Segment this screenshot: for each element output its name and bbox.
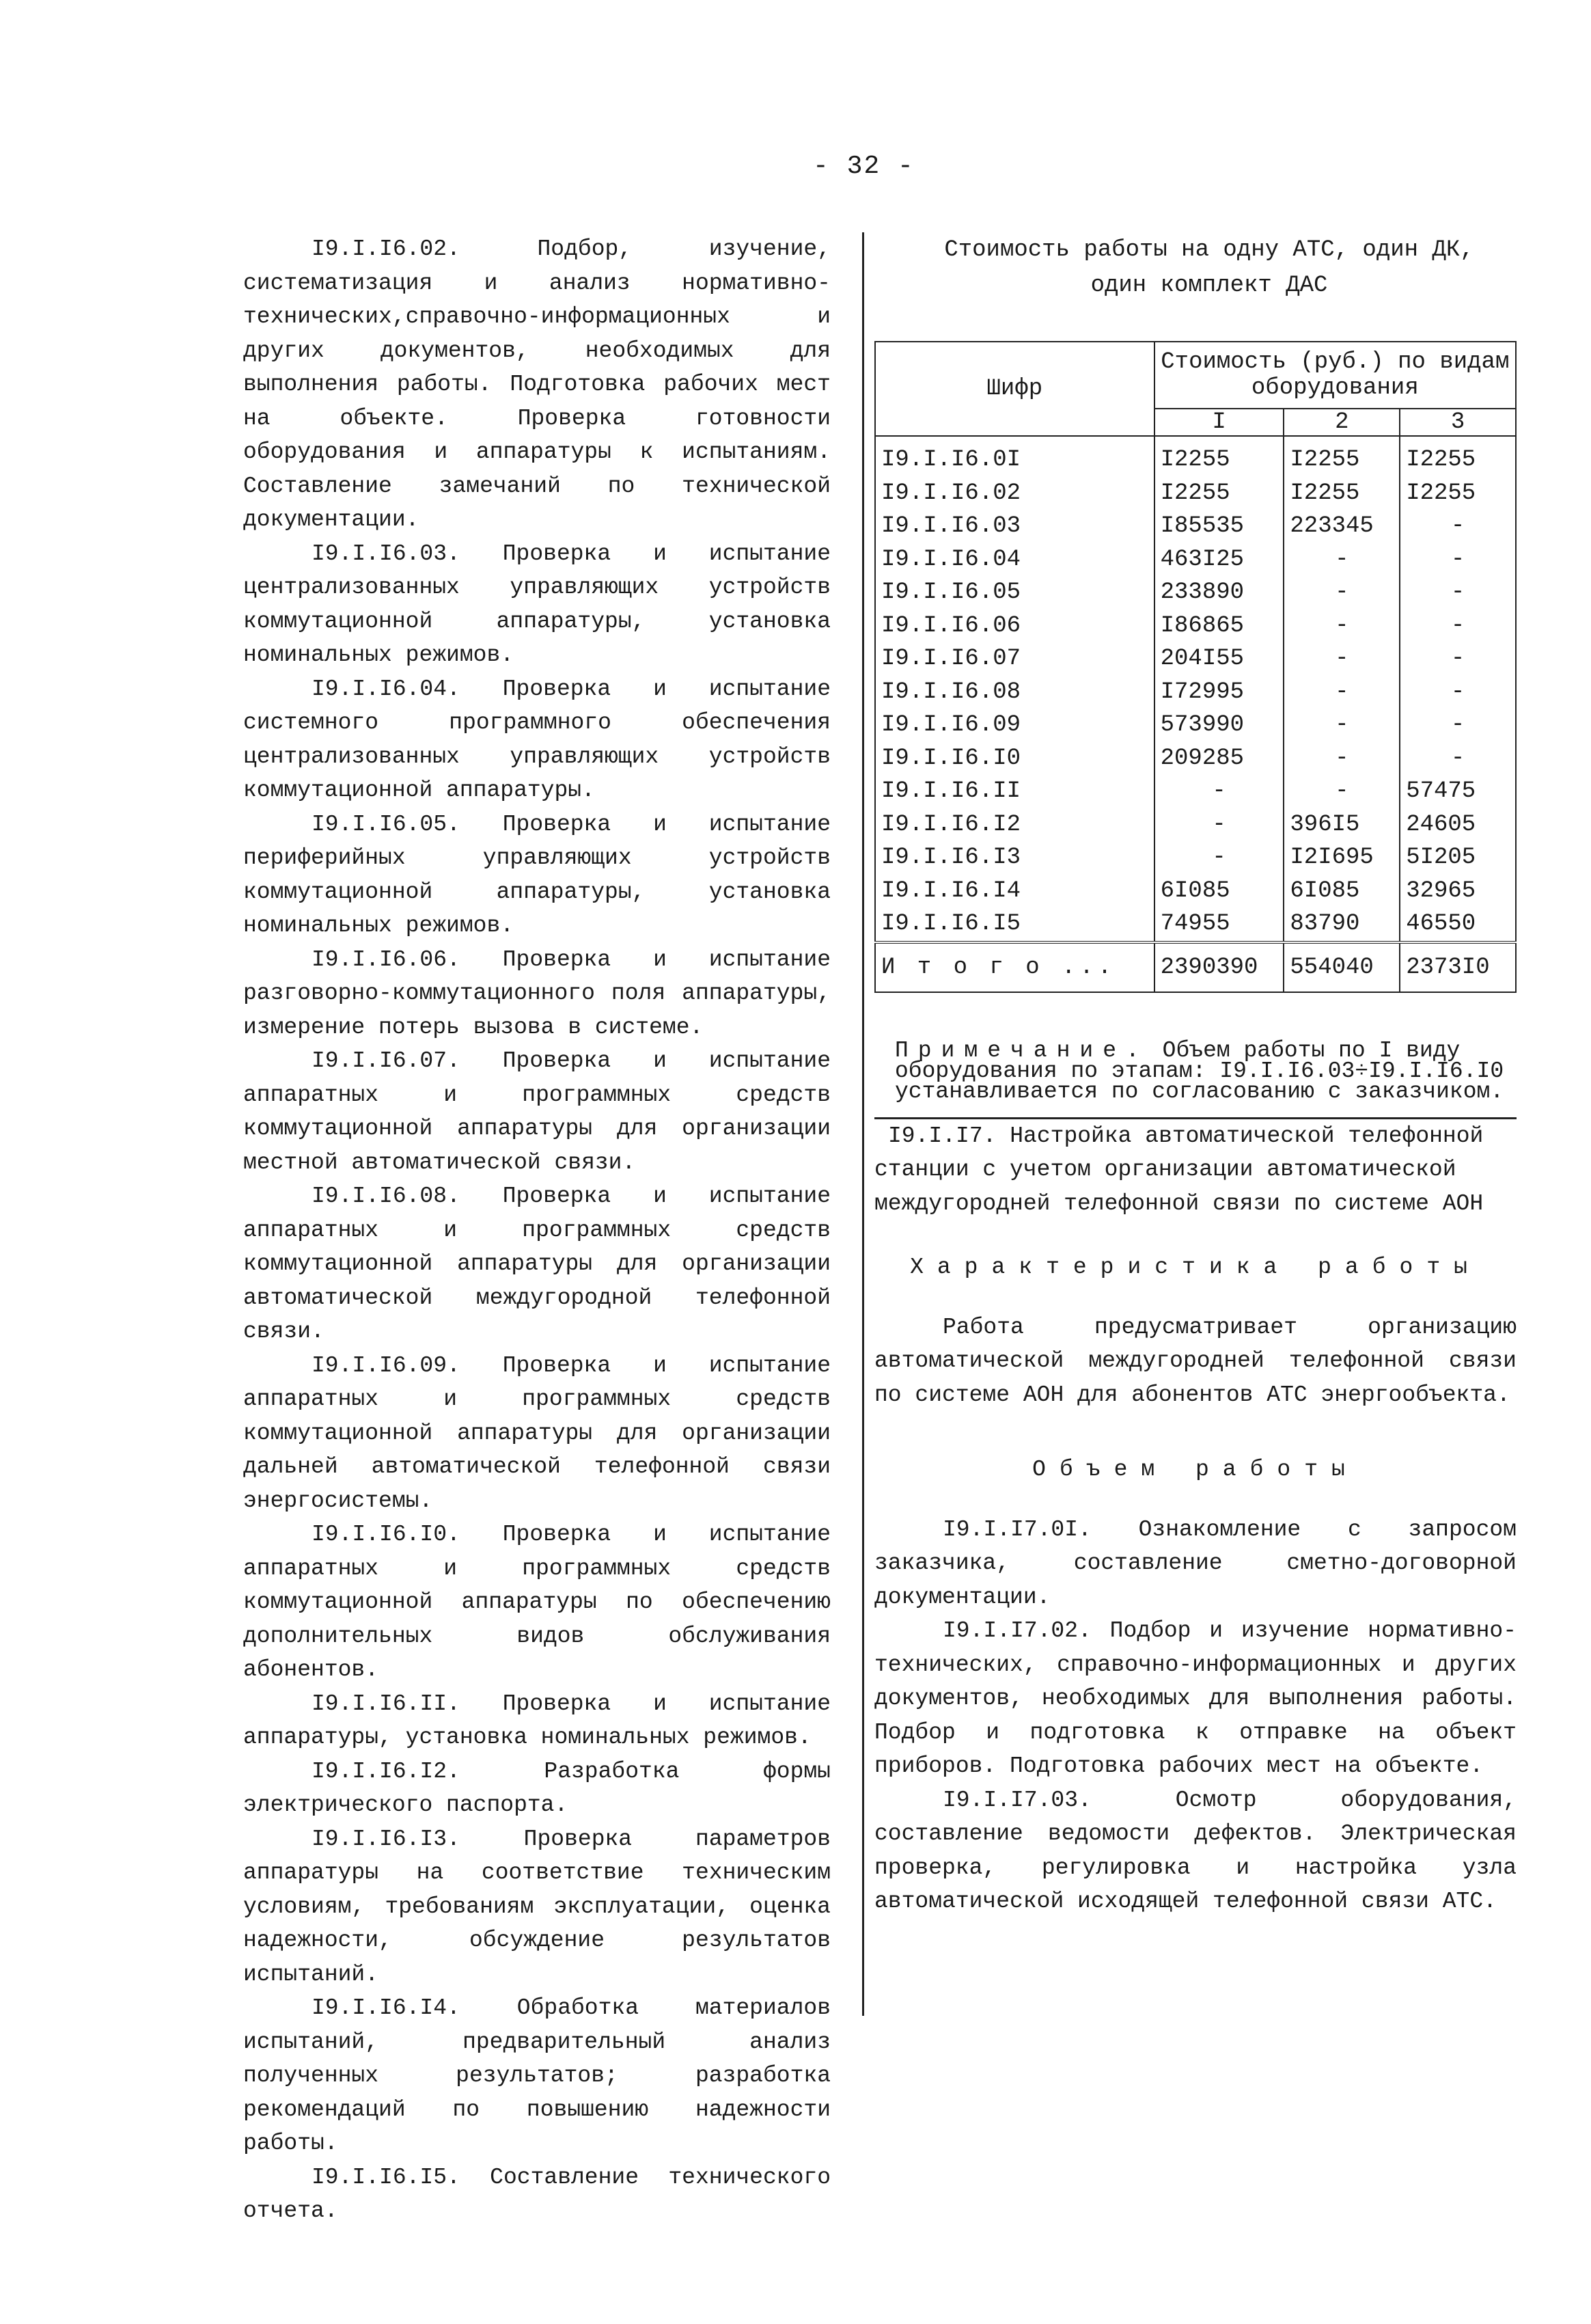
total-c2: 554040 <box>1284 942 1400 992</box>
row-cost-1: 573990 <box>1154 709 1284 742</box>
scope-item: I9.I.I7.0I. Ознакомление с запросом заказчика, составление сметно-договорной документации. <box>874 1516 1517 1610</box>
row-cost-1: 204I55 <box>1154 642 1284 676</box>
column-divider <box>862 232 864 2016</box>
row-cost-1: - <box>1154 808 1284 842</box>
scope-item: I9.I.I7.02. Подбор и изучение нормативно-технических, справочно-информационных и других документов, необходимых для выполнения работы. Подбор и подготовка к отправке на объект приборов. Подготовка рабочих мест на объекте. <box>874 1618 1517 1779</box>
row-code: I9.I.I6.02 <box>875 477 1154 510</box>
header-col-3: 3 <box>1400 409 1516 436</box>
header-col-1: I <box>1154 409 1284 436</box>
table-row <box>875 676 1516 709</box>
paragraph: I9.I.I6.I0. Проверка и испытание аппаратных и программных средств коммутационной аппаратуры по обеспечению дополнительных видов обслуживания абонентов. <box>243 1522 831 1682</box>
cost-table <box>874 341 1517 993</box>
paragraph: I9.I.I6.06. Проверка и испытание разговорно-коммутационного поля аппаратуры, измерение потерь вызова в системе. <box>243 946 831 1040</box>
row-cost-3: 32965 <box>1400 875 1516 908</box>
row-code: I9.I.I6.I3 <box>875 841 1154 875</box>
table-row <box>875 436 1516 477</box>
row-cost-3: 46550 <box>1400 907 1516 942</box>
row-cost-1: 233890 <box>1154 576 1284 610</box>
row-cost-2: 223345 <box>1284 510 1400 543</box>
table-row <box>875 875 1516 908</box>
table-body <box>875 436 1516 942</box>
row-cost-2: I2255 <box>1284 477 1400 510</box>
row-cost-1: 74955 <box>1154 907 1284 942</box>
header-code: Шифр <box>875 342 1154 436</box>
row-code: I9.I.I6.I4 <box>875 875 1154 908</box>
row-code: I9.I.I6.06 <box>875 610 1154 643</box>
paragraph: I9.I.I6.I5. Составление технического отчета. <box>243 2164 831 2224</box>
row-cost-3: - <box>1400 676 1516 709</box>
row-cost-2: - <box>1284 576 1400 610</box>
header-col-2: 2 <box>1284 409 1400 436</box>
total-c3: 2373I0 <box>1400 942 1516 992</box>
total-label: И т о г о ... <box>875 942 1154 992</box>
row-cost-3: - <box>1400 576 1516 610</box>
row-cost-2: - <box>1284 642 1400 676</box>
row-code: I9.I.I6.03 <box>875 510 1154 543</box>
paragraph: I9.I.I6.II. Проверка и испытание аппаратуры, установка номинальных режимов. <box>243 1691 831 1750</box>
characteristic-text: Работа предусматривает организацию автоматической междугородней телефонной связи по системе АОН для абонентов АТС энергообъекта. <box>874 1314 1517 1408</box>
note-text: Объем работы по I виду оборудования по этапам: I9.I.I6.03÷I9.I.I6.I0 устанавливается по согласованию с заказчиком. <box>895 1037 1504 1104</box>
row-cost-3: - <box>1400 510 1516 543</box>
paragraph: I9.I.I6.04. Проверка и испытание системного программного обеспечения централизованных управляющих устройств коммутационной аппаратуры. <box>243 676 831 803</box>
row-code: I9.I.I6.07 <box>875 642 1154 676</box>
scope-heading: Объем работы <box>1032 1457 1359 1482</box>
row-cost-3: - <box>1400 610 1516 643</box>
total-c1: 2390390 <box>1154 942 1284 992</box>
table-row <box>875 907 1516 942</box>
table-row <box>875 642 1516 676</box>
row-code: I9.I.I6.I5 <box>875 907 1154 942</box>
left-column <box>243 232 831 2228</box>
paragraph: I9.I.I6.I3. Проверка параметров аппаратуры на соответствие техническим условиям, требованиям эксплуатации, оценка надежности, обсуждение результатов испытаний. <box>243 1826 831 1987</box>
row-cost-2: - <box>1284 676 1400 709</box>
row-cost-3: I2255 <box>1400 477 1516 510</box>
row-cost-1: - <box>1154 841 1284 875</box>
row-cost-2: - <box>1284 709 1400 742</box>
paragraph: I9.I.I6.08. Проверка и испытание аппаратных и программных средств коммутационной аппаратуры для организации автоматической междугородной телефонной связи. <box>243 1184 831 1344</box>
row-cost-2: - <box>1284 775 1400 808</box>
row-cost-2: I2255 <box>1284 436 1400 477</box>
table-note <box>895 1037 1510 1104</box>
paragraph: I9.I.I6.07. Проверка и испытание аппаратных и программных средств коммутационной аппаратуры для организации местной автоматической связи. <box>243 1048 831 1175</box>
paragraph: I9.I.I6.I2. Разработка формы электрического паспорта. <box>243 1758 831 1818</box>
table-row <box>875 709 1516 742</box>
row-cost-3: - <box>1400 709 1516 742</box>
row-cost-2: - <box>1284 543 1400 577</box>
paragraph: I9.I.I6.03. Проверка и испытание централизованных управляющих устройств коммутационной аппаратуры, установка номинальных режимов. <box>243 541 831 668</box>
table-row <box>875 742 1516 776</box>
row-code: I9.I.I6.09 <box>875 709 1154 742</box>
row-code: I9.I.I6.0I <box>875 436 1154 477</box>
table-row <box>875 841 1516 875</box>
table-row <box>875 477 1516 510</box>
page-number: - 32 - <box>813 152 915 181</box>
characteristic-heading: Характеристика работы <box>910 1255 1481 1280</box>
row-cost-1: I72995 <box>1154 676 1284 709</box>
row-cost-3: - <box>1400 642 1516 676</box>
note-label: Примечание. <box>895 1037 1149 1063</box>
header-cost: Стоимость (руб.) по видам оборудования <box>1154 342 1516 409</box>
table-caption-line: Стоимость работы на одну АТС, один ДК, <box>944 237 1474 263</box>
row-code: I9.I.I6.II <box>875 775 1154 808</box>
table-row <box>875 543 1516 577</box>
row-cost-1: I2255 <box>1154 436 1284 477</box>
row-cost-2: 83790 <box>1284 907 1400 942</box>
row-cost-2: 396I5 <box>1284 808 1400 842</box>
paragraph: I9.I.I6.05. Проверка и испытание периферийных управляющих устройств коммутационной аппаратуры, установка номинальных режимов. <box>243 811 831 938</box>
row-cost-2: I2I695 <box>1284 841 1400 875</box>
section-title: I9.I.I7. Настройка автоматической телефонной станции с учетом организации автоматической междугородней телефонной связи по системе АОН <box>874 1123 1484 1216</box>
row-cost-3: I2255 <box>1400 436 1516 477</box>
row-code: I9.I.I6.05 <box>875 576 1154 610</box>
table-row <box>875 576 1516 610</box>
row-cost-3: - <box>1400 543 1516 577</box>
paragraph: I9.I.I6.09. Проверка и испытание аппаратных и программных средств коммутационной аппаратуры для организации дальней автоматической телефонной связи энергосистемы. <box>243 1352 831 1514</box>
total-row <box>875 942 1516 992</box>
row-cost-1: I2255 <box>1154 477 1284 510</box>
row-cost-3: 5I205 <box>1400 841 1516 875</box>
row-code: I9.I.I6.I2 <box>875 808 1154 842</box>
row-cost-1: - <box>1154 775 1284 808</box>
right-column <box>874 232 1517 1919</box>
table-caption <box>902 232 1517 303</box>
table-row <box>875 610 1516 643</box>
row-code: I9.I.I6.04 <box>875 543 1154 577</box>
row-code: I9.I.I6.I0 <box>875 742 1154 776</box>
paragraph: I9.I.I6.02. Подбор, изучение, систематизация и анализ нормативно-технических,справочно-информационных и других документов, необходимых для выполнения работы. Подготовка рабочих мест на объекте. Проверка готовности оборудования и аппаратуры к испытаниям. Составление замечаний по технической документации. <box>243 236 831 532</box>
row-cost-3: - <box>1400 742 1516 776</box>
row-cost-3: 57475 <box>1400 775 1516 808</box>
row-code: I9.I.I6.08 <box>875 676 1154 709</box>
row-cost-1: 209285 <box>1154 742 1284 776</box>
table-row <box>875 510 1516 543</box>
row-cost-1: 463I25 <box>1154 543 1284 577</box>
table-row <box>875 808 1516 842</box>
row-cost-2: 6I085 <box>1284 875 1400 908</box>
row-cost-1: I86865 <box>1154 610 1284 643</box>
row-cost-3: 24605 <box>1400 808 1516 842</box>
scope-item: I9.I.I7.03. Осмотр оборудования, составление ведомости дефектов. Электрическая проверка, регулировка и настройка узла автоматической исходящей телефонной связи АТС. <box>874 1787 1517 1914</box>
row-cost-1: I85535 <box>1154 510 1284 543</box>
row-cost-2: - <box>1284 610 1400 643</box>
row-cost-2: - <box>1284 742 1400 776</box>
row-cost-1: 6I085 <box>1154 875 1284 908</box>
table-caption-line: один комплект ДАС <box>1090 273 1328 299</box>
table-row <box>875 775 1516 808</box>
paragraph: I9.I.I6.I4. Обработка материалов испытаний, предварительный анализ полученных результатов; разработка рекомендаций по повышению надежности работы. <box>243 1995 831 2156</box>
